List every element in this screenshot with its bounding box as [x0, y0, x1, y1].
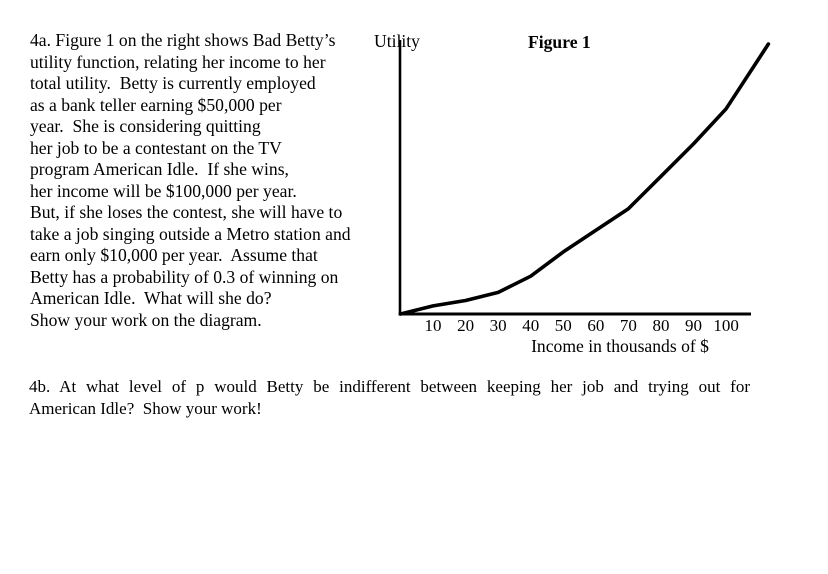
x-tick-label: 10: [424, 316, 442, 335]
y-axis-label: Utility: [374, 31, 420, 51]
question-4a-line: year. She is considering quitting: [30, 116, 261, 136]
question-4a-line: her job to be a contestant on the TV: [30, 137, 282, 158]
x-tick-label: 80: [652, 316, 670, 335]
x-tick-label: 20: [457, 316, 475, 335]
question-4a-line: earn only $10,000 per year. Assume that: [30, 245, 318, 265]
question-4a-line: utility function, relating her income to her: [30, 51, 326, 72]
question-4a-line: But, if she loses the contest, she will have to: [30, 202, 343, 222]
question-4a-line: take a job singing outside a Metro station and: [30, 223, 351, 244]
question-4a-line: Show your work on the diagram.: [30, 309, 262, 330]
question-4a-line: total utility. Betty is currently employed: [30, 73, 316, 93]
figure-title: Figure 1: [528, 32, 591, 52]
x-axis-label: Income in thousands of $: [531, 336, 709, 356]
x-tick-label: 70: [619, 316, 637, 335]
question-4a-line: as a bank teller earning $50,000 per: [30, 94, 282, 115]
question-4a-line: Betty has a probability of 0.3 of winning on: [30, 266, 339, 287]
question-4a-line: her income will be $100,000 per year.: [30, 180, 297, 201]
question-4a-line: American Idle. What will she do?: [30, 288, 272, 308]
question-4a-line: program American Idle. If she wins,: [30, 159, 289, 179]
question-4a-line: 4a. Figure 1 on the right shows Bad Betty’s: [30, 30, 336, 50]
question-4b-line: 4b. At what level of p would Betty be indifferent between keeping her job and trying out for: [29, 377, 750, 396]
question-4b-line: American Idle? Show your work!: [29, 398, 262, 418]
x-tick-label: 30: [489, 316, 507, 335]
x-tick-label: 40: [522, 316, 540, 335]
question-4b: [29, 376, 750, 420]
x-tick-label: 60: [587, 316, 605, 335]
x-tick-label: 50: [554, 316, 572, 335]
x-tick-label: 90: [685, 316, 703, 335]
x-tick-label: 100: [713, 316, 739, 335]
